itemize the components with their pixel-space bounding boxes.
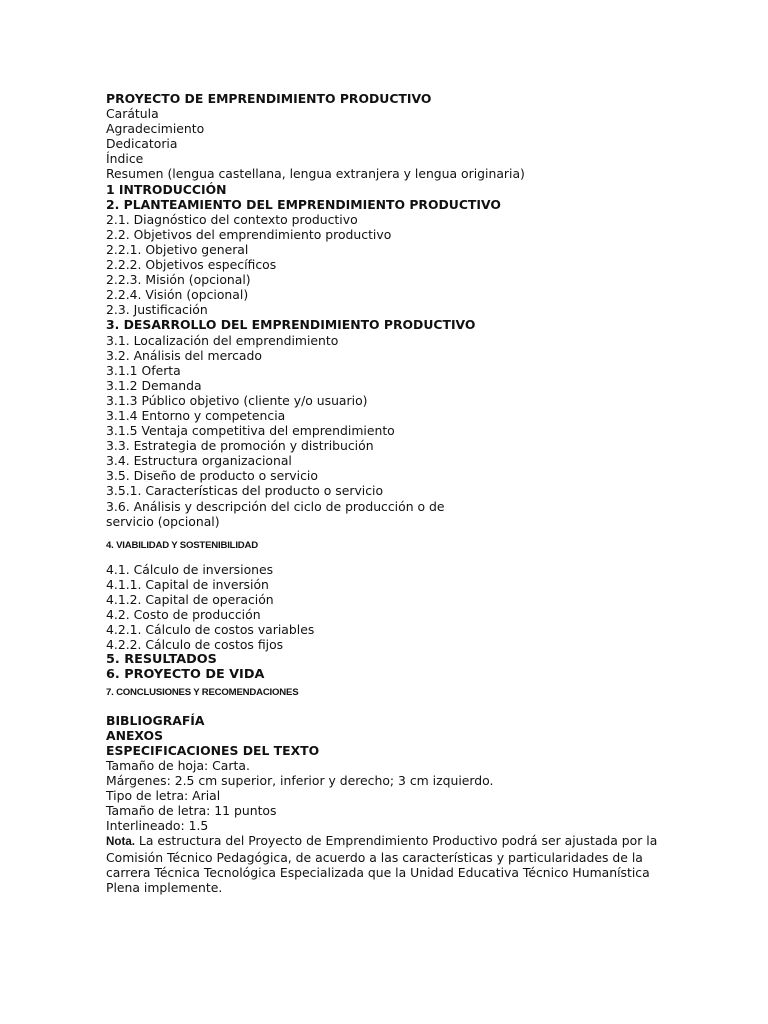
toc-item: 3.2. Análisis del mercado [106,347,262,363]
toc-item: 3.1.5 Ventaja competitiva del emprendimiento [106,423,395,439]
spec-item: Tamaño de hoja: Carta. [106,757,250,773]
toc-item: 3.5. Diseño de producto o servicio [106,468,318,484]
toc-item: 3.1.3 Público objetivo (cliente y/o usuario) [106,392,368,408]
toc-item: 3.1.2 Demanda [106,377,202,393]
section-heading: ANEXOS [106,727,163,743]
section-heading: 7. CONCLUSIONES Y RECOMENDACIONES [106,686,299,698]
toc-item: 4.1.2. Capital de operación [106,592,274,607]
toc-item: 2.1. Diagnóstico del contexto productivo [106,211,358,227]
toc-item: 2.2.4. Visión (opcional) [106,287,249,303]
document-body [106,91,666,895]
toc-item: Dedicatoria [106,136,178,152]
toc-item: 4.1.1. Capital de inversión [106,576,269,592]
toc-item: 4.2.1. Cálculo de costos variables [106,622,315,638]
toc-item: servicio (opcional) [106,513,220,529]
toc-item: 2.2. Objetivos del emprendimiento productivo [106,226,392,242]
toc-item: 3.6. Análisis y descripción del ciclo de producción o de [106,498,445,514]
spec-item: Márgenes: 2.5 cm superior, inferior y derecho; 3 cm izquierdo. [106,773,494,789]
toc-item: 4.1. Cálculo de inversiones [106,561,274,577]
document-title: PROYECTO DE EMPRENDIMIENTO PRODUCTIVO [106,91,432,106]
section-heading: 4. VIABILIDAD Y SOSTENIBILIDAD [106,539,258,551]
section-heading: 5. RESULTADOS [106,652,217,668]
section-heading: 2. PLANTEAMIENTO DEL EMPRENDIMIENTO PRODUCTIVO [106,196,501,212]
toc-item: Resumen (lengua castellana, lengua extranjera y lengua originaria) [106,166,525,182]
section-heading: BIBLIOGRAFÍA [106,712,205,728]
toc-item: 3.1.1 Oferta [106,362,181,378]
spec-item: Tipo de letra: Arial [106,788,221,804]
toc-item: 3.4. Estructura organizacional [106,453,292,469]
section-heading: 3. DESARROLLO DEL EMPRENDIMIENTO PRODUCTIVO [106,317,476,333]
toc-item: 2.2.3. Misión (opcional) [106,272,251,288]
note-paragraph [106,833,666,894]
section-heading: 1 INTRODUCCIÓN [106,181,227,197]
toc-item: 3.3. Estrategia de promoción y distribución [106,438,374,454]
toc-item: 3.1.4 Entorno y competencia [106,407,286,423]
toc-item: 2.2.1. Objetivo general [106,241,249,257]
note-label: Nota. [106,835,135,849]
toc-item: Índice [106,151,144,167]
section-heading: 6. PROYECTO DE VIDA [106,667,265,683]
note-text: La estructura del Proyecto de Emprendimiento Productivo podrá ser ajustada por la Comisión Técnico Pedagógica, de acuerdo a las características y particularidades de la carrera Técnica Tecnológica Especializada que la Unidad Educativa Técnico Humanística Plena implemente. [106,833,658,895]
spec-item: Interlineado: 1.5 [106,818,209,834]
toc-item: 4.2.2. Cálculo de costos fijos [106,637,284,653]
toc-item: Carátula [106,106,159,122]
toc-item: 3.1. Localización del emprendimiento [106,332,339,348]
toc-item: 2.2.2. Objetivos específicos [106,257,277,273]
toc-item: 3.5.1. Características del producto o servicio [106,483,384,499]
toc-item: Agradecimiento [106,121,205,137]
spec-item: Tamaño de letra: 11 puntos [106,803,277,819]
specs-heading: ESPECIFICACIONES DEL TEXTO [106,742,320,758]
toc-item: 4.2. Costo de producción [106,607,261,623]
toc-item: 2.3. Justificación [106,302,208,318]
